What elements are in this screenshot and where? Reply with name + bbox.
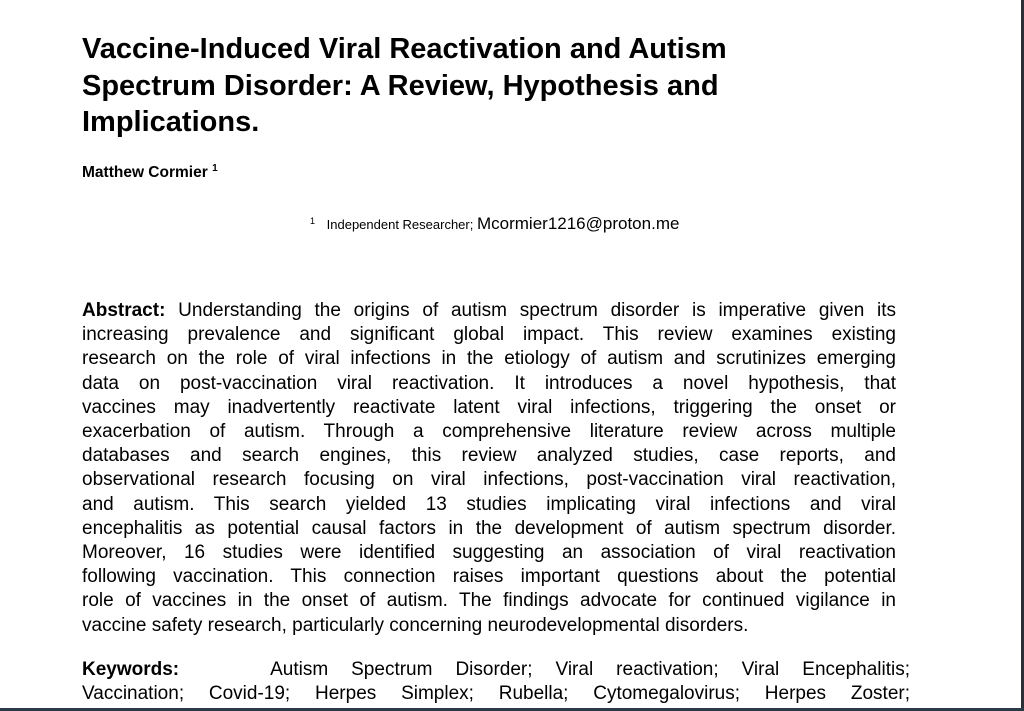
author-name: Matthew Cormier (82, 164, 208, 182)
author (82, 163, 218, 182)
abstract-line: exacerbation of autism. Through a comprehensive literature review across multiple (82, 421, 896, 443)
keywords (82, 658, 910, 706)
abstract-label: Abstract: (82, 300, 166, 321)
keywords-text: Autism Spectrum Disorder; Viral reactivation; Viral Encephalitis; (270, 659, 910, 680)
keywords-line (82, 658, 910, 682)
abstract-line: data on post-vaccination viral reactivation. It introduces a novel hypothesis, that (82, 372, 896, 394)
abstract (82, 299, 896, 638)
abstract-line: vaccine safety research, particularly concerning neurodevelopmental disorders. (82, 614, 749, 636)
affiliation-marker: 1 (310, 215, 316, 226)
keywords-line: Vaccination; Covid-19; Herpes Simplex; Rubella; Cytomegalovirus; Herpes Zoster; (82, 683, 910, 705)
abstract-line: encephalitis as potential causal factors in the development of autism spectrum disorder. (82, 517, 896, 539)
abstract-line: role of vaccines in the onset of autism. The findings advocate for continued vigilance in (82, 590, 896, 612)
abstract-line: observational research focusing on viral infections, post-vaccination viral reactivation, (82, 469, 896, 491)
abstract-line: vaccines may inadvertently reactivate latent viral infections, triggering the onset or (82, 396, 896, 418)
affiliation (310, 214, 679, 234)
author-email[interactable]: Mcormier1216@proton.me (476, 214, 680, 233)
abstract-line: databases and search engines, this review analyzed studies, case reports, and (82, 445, 896, 467)
keywords-label: Keywords: (82, 659, 180, 680)
affiliation-text: Independent Researcher; (326, 217, 474, 232)
abstract-line: research on the role of viral infections in the etiology of autism and scrutinizes emerging (82, 348, 896, 370)
abstract-line: following vaccination. This connection raises important questions about the potential (82, 566, 896, 588)
abstract-line: Moreover, 16 studies were identified suggesting an association of viral reactivation (82, 542, 896, 564)
abstract-line (82, 299, 896, 323)
author-affiliation-marker: 1 (212, 163, 218, 174)
abstract-text: Understanding the origins of autism spectrum disorder is imperative given its (178, 300, 897, 321)
paper-title: Vaccine-Induced Viral Reactivation and Autism Spectrum Disorder: A Review, Hypothesis and Implications. (82, 33, 727, 138)
abstract-line: and autism. This search yielded 13 studies implicating viral infections and viral (82, 493, 896, 515)
abstract-line: increasing prevalence and significant global impact. This review examines existing (82, 324, 896, 346)
